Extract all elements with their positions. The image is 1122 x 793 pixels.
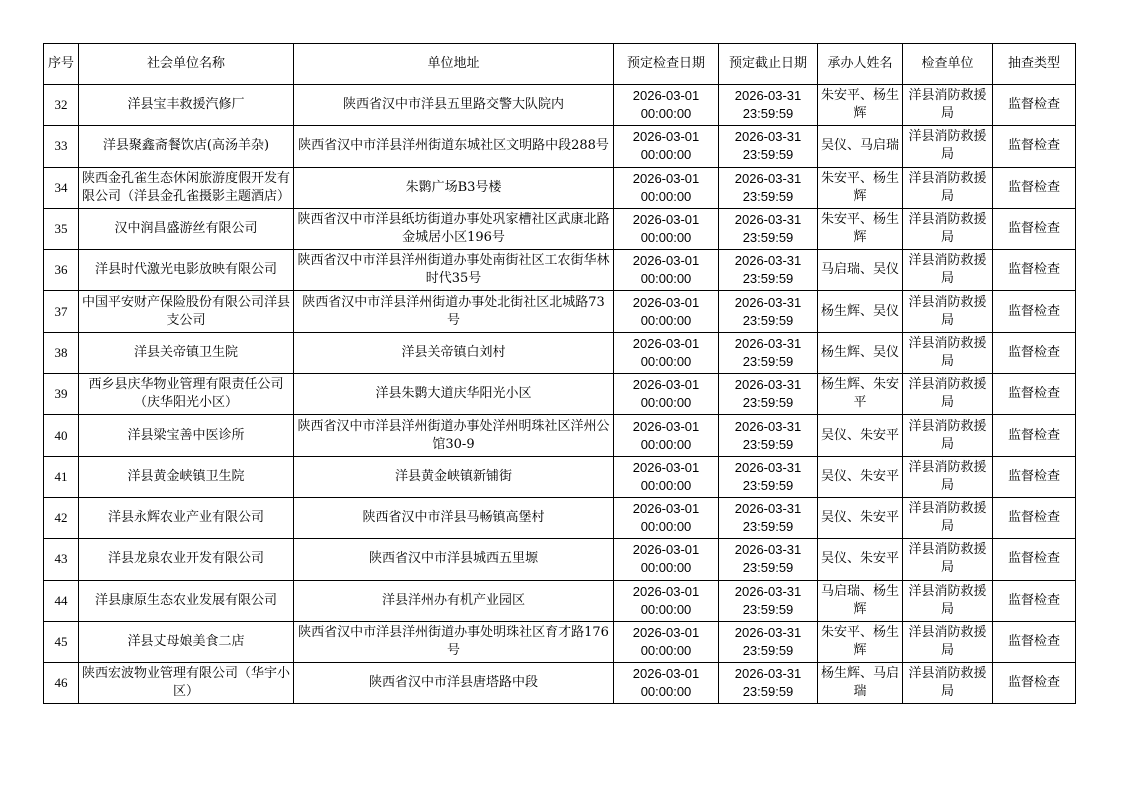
table-header-row <box>44 44 1076 85</box>
row-handler: 杨生辉、马启瑞 <box>818 663 903 704</box>
table-row <box>44 456 1076 497</box>
row-inspection-unit: 洋县消防救援局 <box>903 167 993 208</box>
row-end-datetime <box>719 663 818 704</box>
row-start-date: 2026-03-01 <box>632 501 700 517</box>
row-start-time: 00:00:00 <box>640 684 692 700</box>
row-unit-name: 洋县聚鑫斋餐饮店(高汤羊杂) <box>79 126 294 167</box>
row-end-date: 2026-03-31 <box>734 501 802 517</box>
row-end-datetime <box>719 374 818 415</box>
row-end-datetime <box>719 167 818 208</box>
row-seq: 32 <box>44 85 79 126</box>
row-end-datetime <box>719 621 818 662</box>
row-end-datetime <box>719 539 818 580</box>
row-start-datetime <box>614 415 719 456</box>
row-inspection-type: 监督检查 <box>993 580 1076 621</box>
row-inspection-type: 监督检查 <box>993 621 1076 662</box>
row-inspection-unit: 洋县消防救援局 <box>903 415 993 456</box>
row-end-time: 23:59:59 <box>742 601 794 617</box>
row-end-date: 2026-03-31 <box>734 625 802 640</box>
row-start-date: 2026-03-01 <box>632 459 700 475</box>
row-end-time: 23:59:59 <box>742 395 794 411</box>
row-address: 陕西省汉中市洋县马畅镇高堡村 <box>294 497 614 538</box>
row-handler: 吴仪、朱安平 <box>818 539 903 580</box>
row-inspection-unit: 洋县消防救援局 <box>903 580 993 621</box>
row-end-date: 2026-03-31 <box>734 583 802 599</box>
row-inspection-unit: 洋县消防救援局 <box>903 663 993 704</box>
row-end-date: 2026-03-31 <box>734 377 802 393</box>
row-unit-name: 洋县永辉农业产业有限公司 <box>79 497 294 538</box>
row-inspection-type: 监督检查 <box>993 539 1076 580</box>
header-start-date: 预定检查日期 <box>614 44 719 85</box>
table-row <box>44 415 1076 456</box>
row-end-time: 23:59:59 <box>742 560 794 576</box>
row-inspection-unit: 洋县消防救援局 <box>903 250 993 291</box>
row-seq: 38 <box>44 332 79 373</box>
row-end-date: 2026-03-31 <box>734 129 802 145</box>
row-start-time: 00:00:00 <box>640 436 692 452</box>
row-seq: 40 <box>44 415 79 456</box>
row-start-time: 00:00:00 <box>640 188 692 204</box>
header-seq: 序号 <box>44 44 79 85</box>
row-start-date: 2026-03-01 <box>632 625 700 640</box>
row-unit-name: 洋县康原生态农业发展有限公司 <box>79 580 294 621</box>
row-handler: 马启瑞、吴仪 <box>818 250 903 291</box>
header-inspection-unit: 检查单位 <box>903 44 993 85</box>
row-end-date: 2026-03-31 <box>734 459 802 475</box>
row-address: 洋县黄金峡镇新铺街 <box>294 456 614 497</box>
row-start-time: 00:00:00 <box>640 271 692 287</box>
row-seq: 33 <box>44 126 79 167</box>
row-handler: 马启瑞、杨生辉 <box>818 580 903 621</box>
row-seq: 37 <box>44 291 79 332</box>
row-end-time: 23:59:59 <box>742 353 794 369</box>
row-handler: 吴仪、朱安平 <box>818 415 903 456</box>
row-end-date: 2026-03-31 <box>734 542 802 558</box>
row-start-datetime <box>614 167 719 208</box>
row-handler: 吴仪、朱安平 <box>818 456 903 497</box>
row-start-datetime <box>614 374 719 415</box>
row-start-datetime <box>614 208 719 249</box>
row-inspection-type: 监督检查 <box>993 291 1076 332</box>
row-inspection-type: 监督检查 <box>993 208 1076 249</box>
row-end-datetime <box>719 580 818 621</box>
row-unit-name: 陕西金孔雀生态休闲旅游度假开发有限公司（洋县金孔雀摄影主题酒店） <box>79 167 294 208</box>
row-handler: 朱安平、杨生辉 <box>818 621 903 662</box>
row-end-time: 23:59:59 <box>742 147 794 163</box>
row-end-datetime <box>719 332 818 373</box>
row-seq: 46 <box>44 663 79 704</box>
row-seq: 34 <box>44 167 79 208</box>
header-address: 单位地址 <box>294 44 614 85</box>
row-handler: 杨生辉、吴仪 <box>818 291 903 332</box>
row-address: 陕西省汉中市洋县五里路交警大队院内 <box>294 85 614 126</box>
row-end-datetime <box>719 126 818 167</box>
row-inspection-unit: 洋县消防救援局 <box>903 126 993 167</box>
table-row <box>44 497 1076 538</box>
row-end-datetime <box>719 415 818 456</box>
row-seq: 35 <box>44 208 79 249</box>
row-end-datetime <box>719 456 818 497</box>
row-start-time: 00:00:00 <box>640 106 692 122</box>
row-address: 陕西省汉中市洋县洋州街道办事处北街社区北城路73号 <box>294 291 614 332</box>
row-start-date: 2026-03-01 <box>632 212 700 228</box>
row-start-time: 00:00:00 <box>640 519 692 535</box>
row-inspection-type: 监督检查 <box>993 332 1076 373</box>
row-end-date: 2026-03-31 <box>734 88 802 104</box>
row-start-date: 2026-03-01 <box>632 170 700 186</box>
row-end-datetime <box>719 291 818 332</box>
row-start-time: 00:00:00 <box>640 230 692 246</box>
row-unit-name: 洋县梁宝善中医诊所 <box>79 415 294 456</box>
row-inspection-type: 监督检查 <box>993 497 1076 538</box>
row-unit-name: 洋县时代激光电影放映有限公司 <box>79 250 294 291</box>
row-handler: 朱安平、杨生辉 <box>818 167 903 208</box>
table-row <box>44 332 1076 373</box>
row-inspection-type: 监督检查 <box>993 85 1076 126</box>
table-row <box>44 291 1076 332</box>
row-inspection-unit: 洋县消防救援局 <box>903 332 993 373</box>
row-unit-name: 洋县关帝镇卫生院 <box>79 332 294 373</box>
header-inspection-type: 抽查类型 <box>993 44 1076 85</box>
row-seq: 39 <box>44 374 79 415</box>
row-address: 朱鹮广场B3号楼 <box>294 167 614 208</box>
row-inspection-type: 监督检查 <box>993 456 1076 497</box>
row-start-datetime <box>614 580 719 621</box>
row-inspection-unit: 洋县消防救援局 <box>903 291 993 332</box>
table-row <box>44 208 1076 249</box>
row-end-time: 23:59:59 <box>742 312 794 328</box>
row-address: 陕西省汉中市洋县洋州街道办事处明珠社区育才路176号 <box>294 621 614 662</box>
row-start-date: 2026-03-01 <box>632 129 700 145</box>
row-start-date: 2026-03-01 <box>632 377 700 393</box>
row-end-datetime <box>719 497 818 538</box>
row-inspection-unit: 洋县消防救援局 <box>903 374 993 415</box>
row-inspection-unit: 洋县消防救援局 <box>903 621 993 662</box>
row-start-time: 00:00:00 <box>640 395 692 411</box>
row-start-date: 2026-03-01 <box>632 88 700 104</box>
row-start-datetime <box>614 456 719 497</box>
row-unit-name: 洋县黄金峡镇卫生院 <box>79 456 294 497</box>
row-start-date: 2026-03-01 <box>632 542 700 558</box>
table-row <box>44 126 1076 167</box>
row-inspection-unit: 洋县消防救援局 <box>903 208 993 249</box>
header-unit-name: 社会单位名称 <box>79 44 294 85</box>
row-end-time: 23:59:59 <box>742 106 794 122</box>
row-unit-name: 洋县丈母娘美食二店 <box>79 621 294 662</box>
row-end-date: 2026-03-31 <box>734 212 802 228</box>
row-inspection-type: 监督检查 <box>993 374 1076 415</box>
row-address: 洋县朱鹮大道庆华阳光小区 <box>294 374 614 415</box>
row-end-time: 23:59:59 <box>742 230 794 246</box>
row-end-time: 23:59:59 <box>742 684 794 700</box>
row-unit-name: 陕西宏波物业管理有限公司（华宇小区） <box>79 663 294 704</box>
row-start-datetime <box>614 663 719 704</box>
row-start-datetime <box>614 126 719 167</box>
row-unit-name: 汉中润昌盛游丝有限公司 <box>79 208 294 249</box>
table-row <box>44 663 1076 704</box>
row-start-date: 2026-03-01 <box>632 583 700 599</box>
row-seq: 42 <box>44 497 79 538</box>
row-end-date: 2026-03-31 <box>734 335 802 351</box>
row-end-datetime <box>719 250 818 291</box>
row-address: 陕西省汉中市洋县洋州街道办事处洋州明珠社区洋州公馆30-9 <box>294 415 614 456</box>
header-handler: 承办人姓名 <box>818 44 903 85</box>
row-end-datetime <box>719 208 818 249</box>
row-address: 陕西省汉中市洋县城西五里塬 <box>294 539 614 580</box>
row-address: 陕西省汉中市洋县唐塔路中段 <box>294 663 614 704</box>
table-row <box>44 580 1076 621</box>
table-row <box>44 167 1076 208</box>
row-start-datetime <box>614 497 719 538</box>
row-start-date: 2026-03-01 <box>632 335 700 351</box>
row-end-time: 23:59:59 <box>742 477 794 493</box>
row-start-datetime <box>614 621 719 662</box>
row-end-time: 23:59:59 <box>742 436 794 452</box>
row-inspection-type: 监督检查 <box>993 663 1076 704</box>
row-seq: 41 <box>44 456 79 497</box>
row-start-datetime <box>614 291 719 332</box>
row-inspection-type: 监督检查 <box>993 167 1076 208</box>
row-handler: 朱安平、杨生辉 <box>818 85 903 126</box>
row-end-time: 23:59:59 <box>742 643 794 658</box>
row-handler: 朱安平、杨生辉 <box>818 208 903 249</box>
table-row <box>44 85 1076 126</box>
row-end-time: 23:59:59 <box>742 188 794 204</box>
row-inspection-unit: 洋县消防救援局 <box>903 497 993 538</box>
row-unit-name: 中国平安财产保险股份有限公司洋县支公司 <box>79 291 294 332</box>
row-end-date: 2026-03-31 <box>734 253 802 269</box>
row-unit-name: 洋县龙泉农业开发有限公司 <box>79 539 294 580</box>
table-body <box>44 85 1076 704</box>
table-row <box>44 250 1076 291</box>
row-inspection-type: 监督检查 <box>993 250 1076 291</box>
row-start-time: 00:00:00 <box>640 601 692 617</box>
row-start-datetime <box>614 539 719 580</box>
row-start-time: 00:00:00 <box>640 477 692 493</box>
table-row <box>44 539 1076 580</box>
row-end-date: 2026-03-31 <box>734 294 802 310</box>
table-row <box>44 374 1076 415</box>
row-start-date: 2026-03-01 <box>632 418 700 434</box>
row-address: 陕西省汉中市洋县洋州街道办事处南街社区工农街华林时代35号 <box>294 250 614 291</box>
row-seq: 45 <box>44 621 79 662</box>
table-row <box>44 621 1076 662</box>
row-address: 陕西省汉中市洋县纸坊街道办事处巩家槽社区武康北路金城居小区196号 <box>294 208 614 249</box>
header-end-date: 预定截止日期 <box>719 44 818 85</box>
row-start-datetime <box>614 85 719 126</box>
row-start-time: 00:00:00 <box>640 560 692 576</box>
row-address: 陕西省汉中市洋县洋州街道东城社区文明路中段288号 <box>294 126 614 167</box>
row-seq: 43 <box>44 539 79 580</box>
row-handler: 杨生辉、吴仪 <box>818 332 903 373</box>
row-start-time: 00:00:00 <box>640 353 692 369</box>
row-end-date: 2026-03-31 <box>734 418 802 434</box>
row-start-date: 2026-03-01 <box>632 294 700 310</box>
row-end-date: 2026-03-31 <box>734 666 802 682</box>
row-start-date: 2026-03-01 <box>632 666 700 682</box>
row-inspection-type: 监督检查 <box>993 126 1076 167</box>
row-inspection-unit: 洋县消防救援局 <box>903 539 993 580</box>
row-start-datetime <box>614 332 719 373</box>
row-handler: 吴仪、马启瑞 <box>818 126 903 167</box>
row-handler: 吴仪、朱安平 <box>818 497 903 538</box>
row-seq: 44 <box>44 580 79 621</box>
row-inspection-type: 监督检查 <box>993 415 1076 456</box>
row-unit-name: 西乡县庆华物业管理有限责任公司（庆华阳光小区） <box>79 374 294 415</box>
row-start-time: 00:00:00 <box>640 643 692 658</box>
row-inspection-unit: 洋县消防救援局 <box>903 456 993 497</box>
row-start-time: 00:00:00 <box>640 147 692 163</box>
row-address: 洋县关帝镇白刘村 <box>294 332 614 373</box>
row-start-time: 00:00:00 <box>640 312 692 328</box>
row-end-time: 23:59:59 <box>742 519 794 535</box>
row-seq: 36 <box>44 250 79 291</box>
row-unit-name: 洋县宝丰救援汽修厂 <box>79 85 294 126</box>
row-end-time: 23:59:59 <box>742 271 794 287</box>
row-start-datetime <box>614 250 719 291</box>
row-end-date: 2026-03-31 <box>734 170 802 186</box>
row-end-datetime <box>719 85 818 126</box>
row-start-date: 2026-03-01 <box>632 253 700 269</box>
row-handler: 杨生辉、朱安平 <box>818 374 903 415</box>
row-address: 洋县洋州办有机产业园区 <box>294 580 614 621</box>
row-inspection-unit: 洋县消防救援局 <box>903 85 993 126</box>
inspection-schedule-table <box>43 43 1076 704</box>
